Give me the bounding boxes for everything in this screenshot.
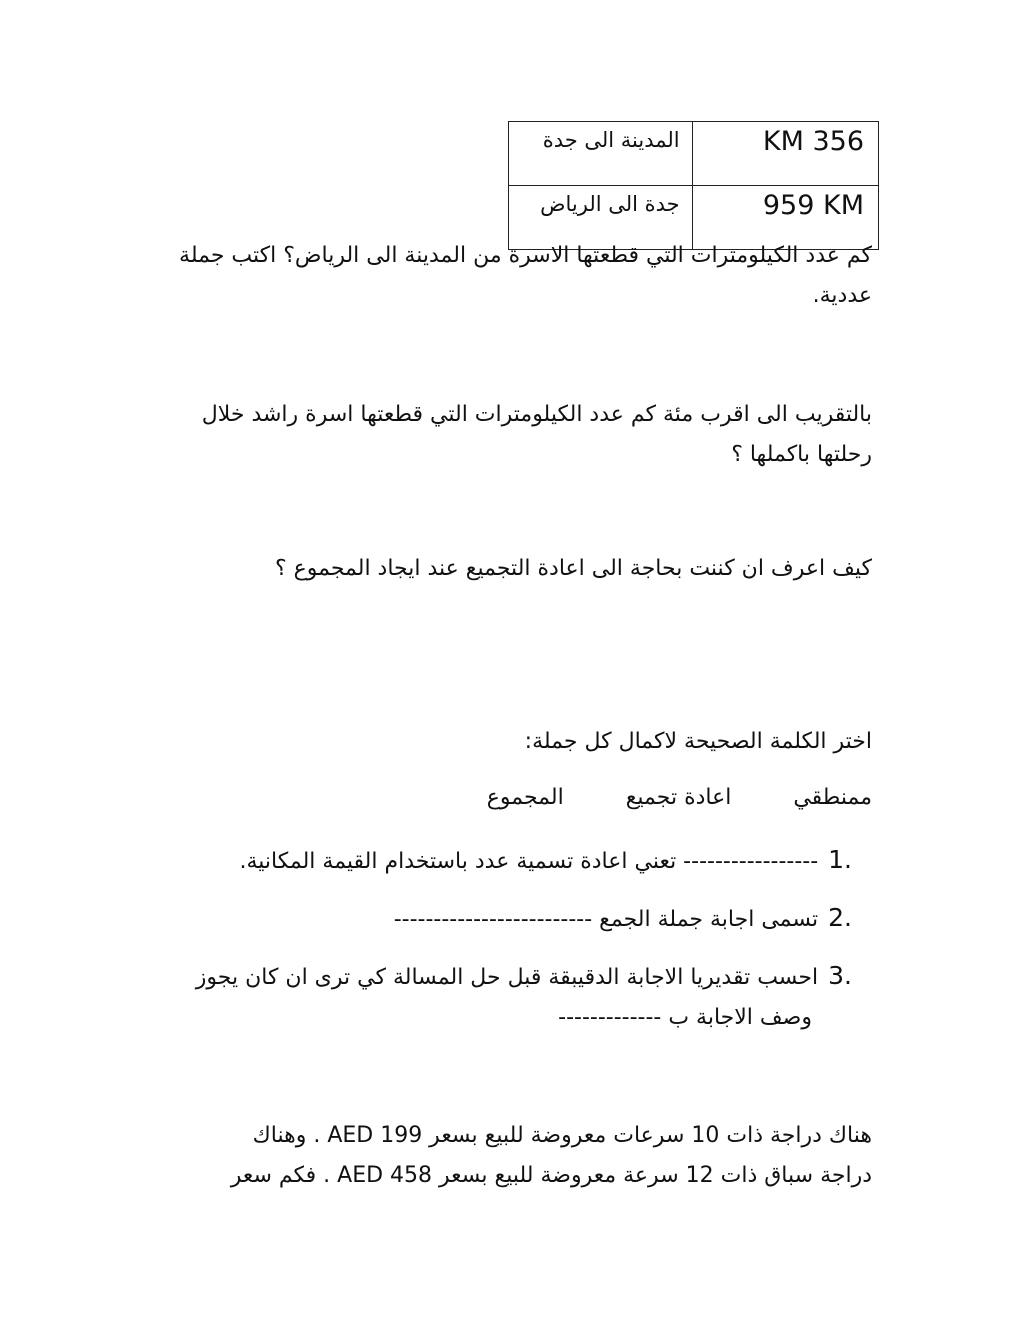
distance-cell: KM 356 — [692, 122, 878, 186]
distance-table — [508, 121, 879, 250]
table-row — [509, 122, 879, 186]
word-bank-item: ممنطقي — [793, 785, 872, 810]
question-line: دراجة سباق ذات 12 سرعة معروضة للبيع بسعر AED 458 . فكم سعر — [230, 1163, 872, 1188]
item-number: 3. — [828, 961, 852, 990]
item-number: 2. — [828, 903, 852, 932]
item-text: احسب تقديريا الاجابة الدقيبقة قبل حل المسالة كي ترى ان كان يجوز — [195, 965, 819, 990]
word-bank-item: اعادة تجميع — [625, 785, 732, 810]
instructions-text: اختر الكلمة الصحيحة لاكمال كل جملة: — [524, 729, 872, 754]
fill-in-item-2 — [140, 898, 872, 940]
distance-cell: 959 KM — [692, 186, 878, 250]
question-bicycles — [140, 1116, 872, 1196]
word-bank — [440, 785, 872, 810]
item-text: تسمى اجابة جملة الجمع ------------------------- — [393, 907, 819, 932]
fill-in-item-3 — [140, 956, 872, 1038]
question-line: هناك دراجة ذات 10 سرعات معروضة للبيع بسعر AED 199 . وهناك — [252, 1123, 872, 1148]
route-cell: جدة الى الرياض — [509, 186, 693, 250]
question-rounding — [140, 395, 872, 475]
question-line: بالتقريب الى اقرب مئة كم عدد الكيلومترات التي قطعتها اسرة راشد خلال — [201, 402, 872, 427]
item-number: 1. — [828, 845, 852, 874]
word-bank-item: المجموع — [486, 785, 564, 810]
question-line: كم عدد الكيلومترات التي قطعتها الاسرة من المدينة الى الرياض؟ اكتب جملة — [179, 243, 872, 268]
instructions-title — [140, 722, 872, 762]
question-line: رحلتها باكملها ؟ — [731, 442, 872, 467]
route-cell: المدينة الى جدة — [509, 122, 693, 186]
question-line: كيف اعرف ان كننت بحاجة الى اعادة التجميع عند ايجاد المجموع ؟ — [274, 556, 872, 581]
question-total-distance — [140, 236, 872, 316]
question-line: عددية. — [812, 283, 872, 308]
item-text: ----------------- تعني اعادة تسمية عدد باستخدام القيمة المكانية. — [239, 849, 819, 874]
question-regrouping — [140, 549, 872, 589]
item-text: وصف الاجابة ب ------------- — [558, 1005, 812, 1030]
fill-in-item-1 — [140, 840, 872, 882]
